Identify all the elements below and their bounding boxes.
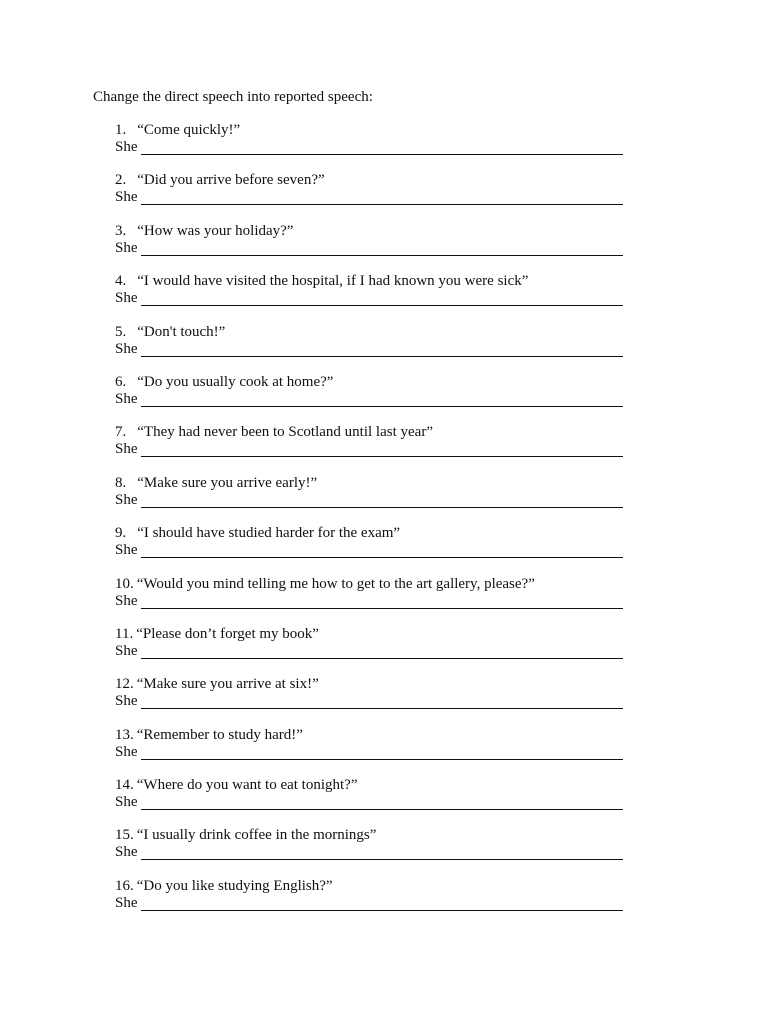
question [115,877,333,895]
item-number: 14. [115,777,134,794]
answer-prefix: She [115,189,138,206]
answer-row [115,289,623,307]
answer-prefix: She [115,794,138,811]
exercise-item [115,877,625,927]
exercise-item [115,222,625,272]
answer-row [115,692,623,710]
worksheet-instruction: Change the direct speech into reported speech: [93,89,373,105]
answer-prefix: She [115,592,138,609]
direct-speech-quote: “Did you arrive before seven?” [137,172,325,189]
question [115,222,293,240]
answer-blank-line[interactable] [141,845,624,860]
direct-speech-quote: “I usually drink coffee in the mornings” [136,827,377,844]
item-number: 1. [115,122,127,138]
item-number: 11. [115,625,134,642]
direct-speech-quote: “How was your holiday?” [137,222,294,239]
exercise-item [115,272,625,322]
item-number: 6. [115,373,127,390]
direct-speech-quote: “Would you mind telling me how to get to the art gallery, please?” [136,575,535,592]
exercise-item [115,524,625,574]
answer-row [115,340,623,358]
answer-blank-line[interactable] [141,896,624,911]
item-number: 9. [115,525,127,542]
answer-blank-line[interactable] [141,140,624,155]
question [115,625,319,643]
exercise-item [115,323,625,373]
answer-blank-line[interactable] [141,241,624,256]
exercise-item [115,423,625,473]
answer-row [115,138,623,156]
answer-row [115,440,623,458]
item-number: 7. [115,424,127,441]
direct-speech-quote: “Please don’t forget my book” [136,625,319,642]
answer-prefix: She [115,642,138,659]
answer-row [115,894,623,912]
exercise-item [115,776,625,826]
exercise-list [115,121,625,927]
item-number: 2. [115,172,127,189]
answer-blank-line[interactable] [141,594,624,609]
question [115,474,317,492]
answer-blank-line[interactable] [141,442,624,457]
direct-speech-quote: “Make sure you arrive at six!” [136,676,319,693]
answer-blank-line[interactable] [141,745,624,760]
answer-row [115,541,623,559]
question [115,323,225,341]
answer-prefix: She [115,491,138,508]
answer-prefix: She [115,139,138,155]
exercise-item [115,373,625,423]
answer-blank-line[interactable] [141,644,624,659]
answer-row [115,743,623,761]
answer-row [115,188,623,206]
exercise-item [115,675,625,725]
answer-prefix: She [115,239,138,256]
answer-prefix: She [115,894,138,911]
direct-speech-quote: “Where do you want to eat tonight?” [136,777,358,794]
item-number: 5. [115,323,127,340]
answer-row [115,843,623,861]
exercise-item [115,826,625,876]
answer-prefix: She [115,542,138,559]
answer-prefix: She [115,390,138,407]
question [115,675,319,693]
answer-prefix: She [115,441,138,458]
answer-row [115,239,623,257]
exercise-item [115,726,625,776]
direct-speech-quote: “I should have studied harder for the exam” [137,525,401,542]
exercise-item [115,121,625,171]
item-number: 16. [115,877,134,894]
answer-blank-line[interactable] [141,795,624,810]
question [115,726,303,744]
question [115,524,400,542]
exercise-item [115,474,625,524]
question [115,272,528,290]
direct-speech-quote: “Remember to study hard!” [136,726,303,743]
direct-speech-quote: “I would have visited the hospital, if I had known you were sick” [137,273,529,290]
question [115,121,240,139]
item-number: 10. [115,575,134,592]
answer-blank-line[interactable] [141,291,624,306]
direct-speech-quote: “Make sure you arrive early!” [137,474,318,491]
answer-row [115,390,623,408]
answer-blank-line[interactable] [141,190,624,205]
item-number: 13. [115,726,134,743]
answer-prefix: She [115,693,138,710]
answer-blank-line[interactable] [141,694,624,709]
answer-blank-line[interactable] [141,392,624,407]
item-number: 8. [115,474,127,491]
answer-row [115,793,623,811]
item-number: 15. [115,827,134,844]
question [115,776,358,794]
direct-speech-quote: “Do you usually cook at home?” [137,373,334,390]
question [115,171,325,189]
answer-prefix: She [115,743,138,760]
item-number: 3. [115,222,127,239]
item-number: 4. [115,273,127,290]
answer-row [115,642,623,660]
exercise-item [115,171,625,221]
answer-blank-line[interactable] [141,342,624,357]
question [115,423,433,441]
item-number: 12. [115,676,134,693]
question [115,575,535,593]
direct-speech-quote: “Do you like studying English?” [136,877,333,894]
answer-prefix: She [115,340,138,357]
answer-prefix: She [115,844,138,861]
answer-row [115,592,623,610]
direct-speech-quote: “Come quickly!” [137,122,241,138]
answer-blank-line[interactable] [141,493,624,508]
exercise-item [115,625,625,675]
answer-row [115,491,623,509]
direct-speech-quote: “Don't touch!” [137,323,226,340]
answer-prefix: She [115,290,138,307]
question [115,373,333,391]
direct-speech-quote: “They had never been to Scotland until last year” [137,424,433,441]
exercise-item [115,575,625,625]
answer-blank-line[interactable] [141,543,624,558]
question [115,826,376,844]
